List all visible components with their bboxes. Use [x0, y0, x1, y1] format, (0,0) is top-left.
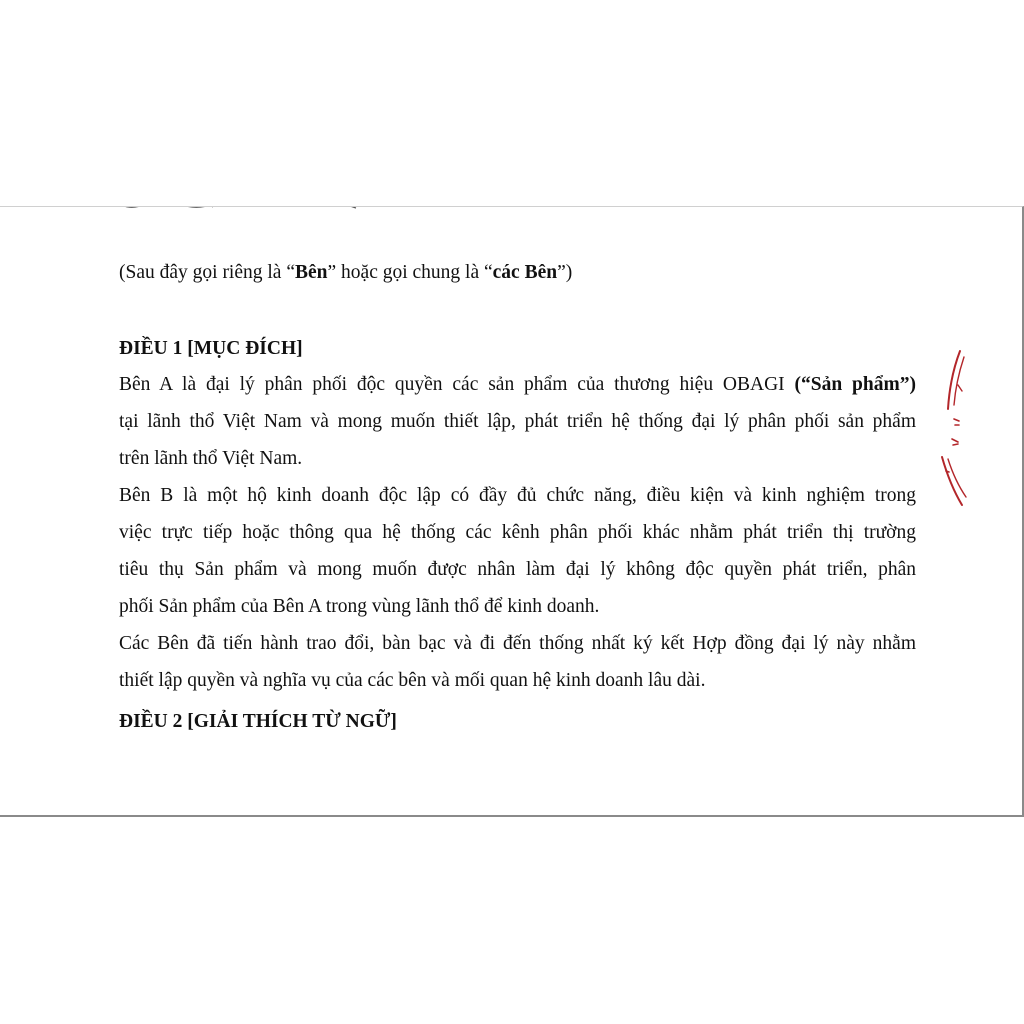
text-line: thiết lập quyền và nghĩa vụ của các bên và mối quan hệ kinh doanh lâu dài.	[119, 670, 706, 691]
text-line: trên lãnh thổ Việt Nam.	[119, 448, 303, 469]
term-san-pham: (“Sản phẩm”)	[794, 374, 916, 395]
term-cac-ben: các Bên	[492, 262, 558, 283]
text-line: Các Bên đã tiến hành trao đổi, bàn bạc và đi đến thống nhất ký kết Hợp đồng đại lý này nhằm	[119, 633, 916, 654]
document-page	[0, 206, 1024, 817]
text-line: phối Sản phẩm của Bên A trong vùng lãnh thổ để kinh doanh.	[119, 596, 600, 617]
intro-text: ” hoặc gọi chung là “	[327, 262, 493, 283]
term-ben: Bên	[295, 262, 328, 283]
text-line: Bên B là một hộ kinh doanh độc lập có đầy đủ chức năng, điều kiện và kinh nghiệm trong	[119, 485, 916, 506]
text-line: Bên A là đại lý phân phối độc quyền các sản phẩm của thương hiệu OBAGI (“Sản phẩm”)	[119, 374, 916, 395]
text-line: việc trực tiếp hoặc thông qua hệ thống các kênh phân phối khác nhằm phát triển thị trường	[119, 522, 916, 543]
article-2-heading: ĐIỀU 2 [GIẢI THÍCH TỪ NGỮ]	[119, 711, 397, 732]
red-seal-stamp-icon	[928, 347, 988, 507]
clipped-text-fragment	[120, 206, 380, 211]
text-line: tại lãnh thổ Việt Nam và mong muốn thiết lập, phát triển hệ thống đại lý phân phối sản phẩm	[119, 411, 916, 432]
article-1-paragraph-3	[119, 625, 916, 699]
text-line: tiêu thụ Sản phẩm và mong muốn được nhân làm đại lý không độc quyền phát triển, phân	[119, 559, 916, 580]
article-1-heading: ĐIỀU 1 [MỤC ĐÍCH]	[119, 338, 303, 359]
article-1-paragraph-2	[119, 477, 916, 625]
intro-text: (Sau đây gọi riêng là “	[119, 262, 295, 283]
parties-definition	[119, 259, 572, 287]
article-1-paragraph-1	[119, 366, 916, 477]
intro-text: ”)	[557, 262, 573, 283]
